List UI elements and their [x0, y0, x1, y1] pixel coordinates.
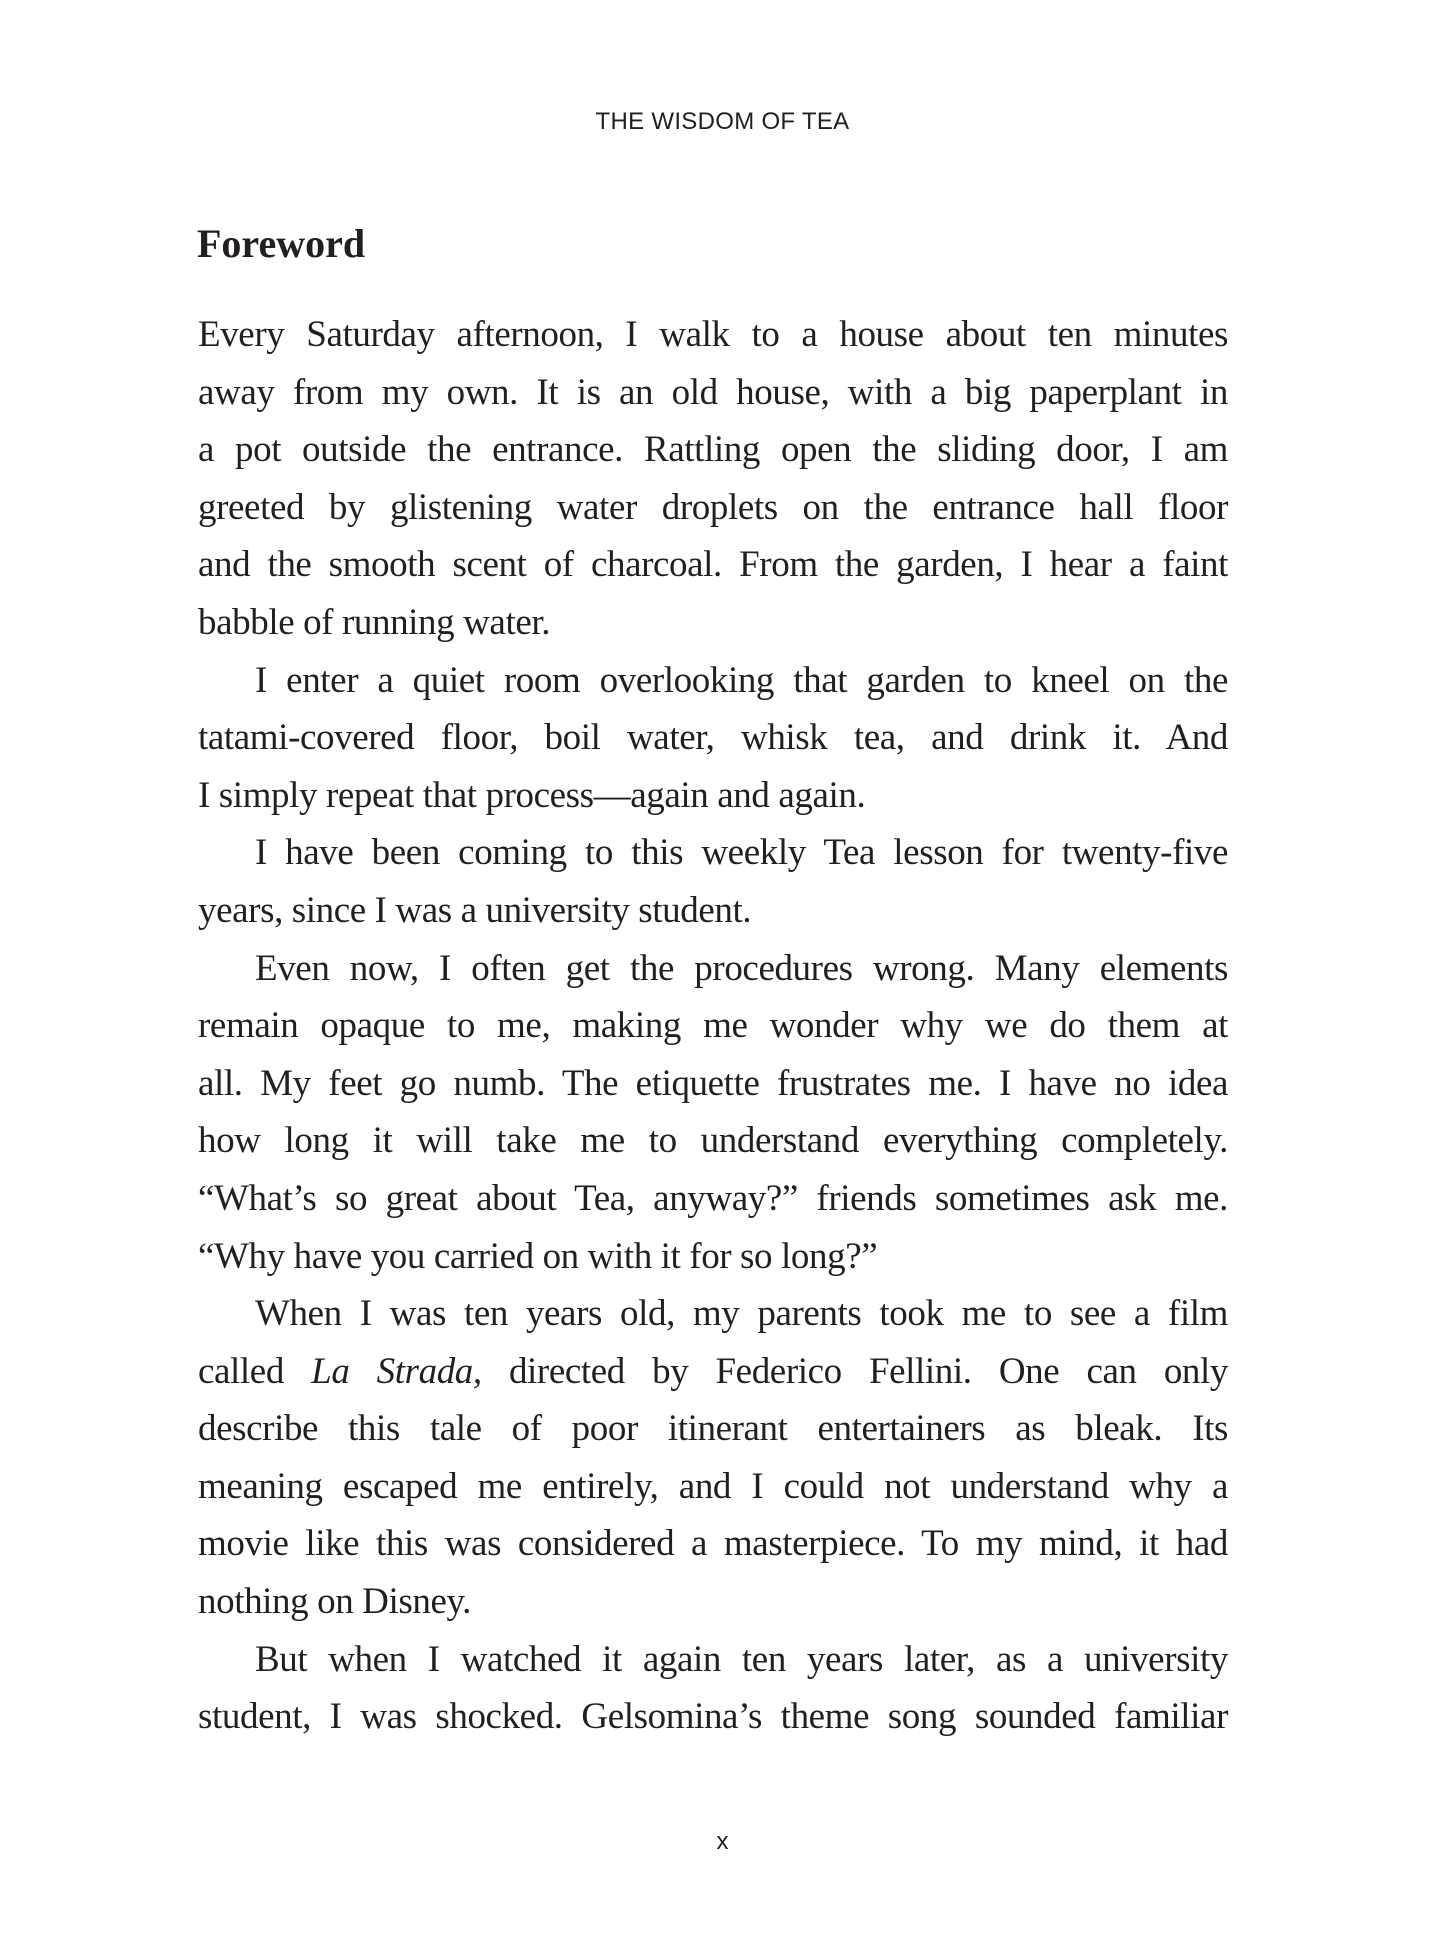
body-text — [198, 306, 1228, 1746]
text-line: “Why have you carried on with it for so long?” — [198, 1235, 878, 1277]
text-line: Every Saturday afternoon, I walk to a house about ten minutes — [198, 314, 1228, 355]
text-line: movie like this was considered a masterpiece. To my mind, it had — [198, 1523, 1228, 1565]
text-line: greeted by glistening water droplets on the entrance hall floor — [198, 486, 1228, 528]
page-number: x — [716, 1828, 729, 1855]
text-line: a pot outside the entrance. Rattling open the sliding door, I am — [198, 429, 1228, 471]
text-run: called — [198, 1350, 312, 1392]
film-title: La Strada, — [311, 1350, 482, 1392]
text-line: student, I was shocked. Gelsomina’s theme song sounded familiar — [198, 1696, 1228, 1738]
text-line: But when I watched it again ten years later, as a university — [255, 1638, 1228, 1680]
text-line: describe this tale of poor itinerant entertainers as bleak. Its — [198, 1408, 1228, 1450]
text-line: how long it will take me to understand everything completely. — [198, 1120, 1228, 1162]
text-line: I simply repeat that process—again and again. — [198, 774, 866, 816]
text-line: “What’s so great about Tea, anyway?” friends sometimes ask me. — [198, 1177, 1228, 1219]
running-header: THE WISDOM OF TEA — [595, 108, 850, 135]
text-line: I enter a quiet room overlooking that garden to kneel on the — [255, 659, 1228, 701]
text-run: directed by Federico Fellini. One can only — [481, 1350, 1228, 1392]
text-line: babble of running water. — [198, 601, 551, 643]
text-line: meaning escaped me entirely, and I could not understand why a — [198, 1465, 1228, 1507]
text-line: years, since I was a university student. — [198, 889, 752, 931]
text-line: remain opaque to me, making me wonder why we do them at — [198, 1005, 1228, 1047]
text-line: I have been coming to this weekly Tea lesson for twenty-five — [255, 832, 1228, 874]
text-line: away from my own. It is an old house, with a big paperplant in — [198, 371, 1228, 413]
text-line: and the smooth scent of charcoal. From the garden, I hear a faint — [198, 544, 1228, 586]
text-line: tatami-covered floor, boil water, whisk tea, and drink it. And — [198, 717, 1228, 759]
text-line: all. My feet go numb. The etiquette frustrates me. I have no idea — [198, 1062, 1228, 1104]
text-line: nothing on Disney. — [198, 1581, 472, 1623]
text-line: When I was ten years old, my parents took me to see a film — [255, 1293, 1228, 1335]
text-line: Even now, I often get the procedures wrong. Many elements — [255, 947, 1228, 989]
section-heading: Foreword — [197, 221, 366, 266]
text-line-with-italic — [198, 1343, 1228, 1401]
